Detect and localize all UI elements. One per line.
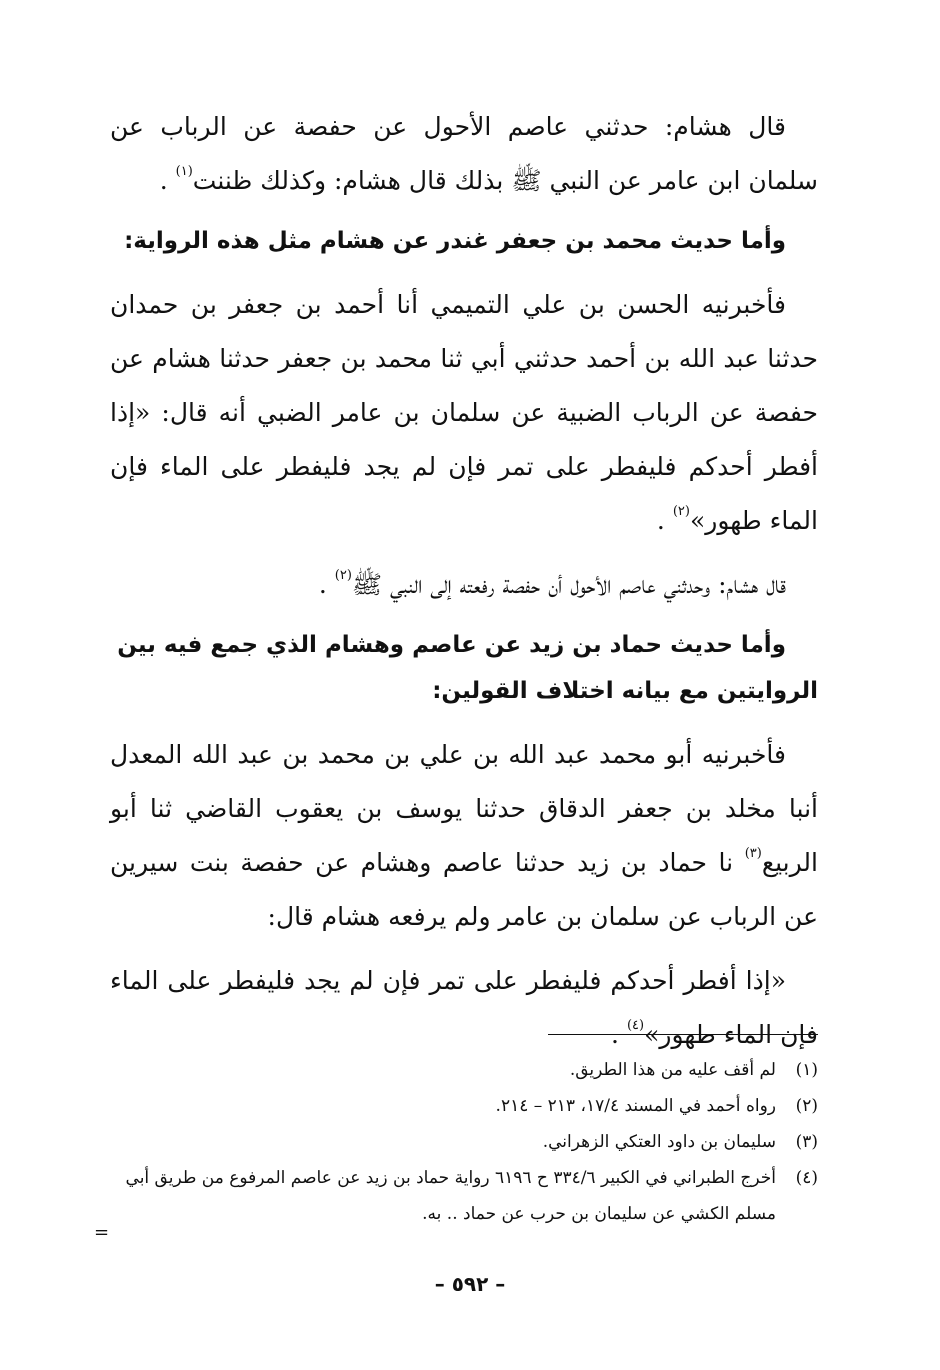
paragraph-3	[110, 558, 818, 612]
paragraph-1-end: .	[159, 166, 176, 195]
footnote-4	[110, 1160, 818, 1232]
footnote-ref-3[interactable]: (٣)	[744, 846, 762, 861]
footnote-ref-2[interactable]: (٢)	[672, 504, 690, 519]
continuation-mark: =	[94, 1222, 110, 1243]
paragraph-4	[110, 728, 818, 944]
paragraph-4-text-b: نا حماد بن زيد حدثنا عاصم وهشام عن حفصة بنت سيرين عن الرباب عن سلمان بن عامر ولم يرفعه هشام قال:	[110, 848, 818, 931]
footnote-number: (٣)	[795, 1132, 818, 1152]
paragraph-5-end: .	[611, 1020, 627, 1049]
footnote-ref-4[interactable]: (٤)	[626, 1018, 645, 1033]
footnote-number: (٢)	[795, 1096, 818, 1116]
section-heading-1: وأما حديث محمد بن جعفر غندر عن هشام مثل هذه الرواية:	[124, 228, 786, 254]
footnote-ref-1[interactable]: (١)	[175, 164, 193, 179]
paragraph-1-text: قال هشام: حدثني عاصم الأحول عن حفصة عن الرباب عن سلمان ابن عامر عن النبي ﷺ بذلك قال هشام: وكذلك ظننت	[110, 112, 818, 195]
footnote-1	[110, 1052, 818, 1088]
footnote-text: رواه أحمد في المسند ١٧/٤، ٢١٣ – ٢١٤.	[495, 1096, 776, 1116]
footnote-ref-2b[interactable]: (٢)	[334, 568, 352, 583]
paragraph-1	[110, 100, 818, 208]
footnotes	[110, 1052, 818, 1232]
paragraph-3-end: .	[318, 570, 335, 599]
footnote-number: (٤)	[795, 1168, 818, 1188]
footnote-text: لم أقف عليه من هذا الطريق.	[569, 1060, 776, 1080]
paragraph-4-text-a: فأخبرنيه أبو محمد عبد الله بن علي بن محمد بن عبد الله المعدل أنبا مخلد بن جعفر الدقاق حدثنا يوسف بن يعقوب القاضي ثنا أبو الربيع	[110, 740, 818, 877]
paragraph-2-end: .	[656, 506, 673, 535]
footnote-text: أخرج الطبراني في الكبير ٣٣٤/٦ ح ٦١٩٦ رواية حماد بن زيد عن عاصم المرفوع من طريق أبي مسلم الكشي عن سليمان بن حرب عن حماد .. به.	[125, 1168, 776, 1224]
footnote-2	[110, 1088, 818, 1124]
footnote-number: (١)	[795, 1060, 818, 1080]
page-number: – ٥٩٢ –	[434, 1272, 506, 1296]
paragraph-2-text: فأخبرنيه الحسن بن علي التميمي أنا أحمد بن جعفر بن حمدان حدثنا عبد الله بن أحمد حدثني أبي ثنا محمد بن جعفر حدثنا هشام عن حفصة عن الرباب الضبية عن سلمان بن عامر الضبي أنه قال: «إذا أفطر أحدكم فليفطر على تمر فإن لم يجد فليفطر على الماء فإن الماء طهور»	[110, 290, 818, 535]
section-heading-2: وأما حديث حماد بن زيد عن عاصم وهشام الذي جمع فيه بين الروايتين مع بيانه اختلاف القولين:	[117, 632, 818, 704]
footnote-3	[110, 1124, 818, 1160]
footnote-separator	[548, 1034, 818, 1035]
paragraph-5	[110, 954, 818, 1062]
paragraph-3-text: قال هشام: وحدثني عاصم الأحول أن حفصة رفعته إلى النبي ﷺ	[351, 570, 786, 599]
paragraph-2	[110, 278, 818, 548]
main-text	[110, 100, 818, 1072]
footnote-text: سليمان بن داود العتكي الزهراني.	[542, 1132, 776, 1152]
paragraph-5-text: «إذا أفطر أحدكم فليفطر على تمر فإن لم يجد فليفطر على الماء فإن الماء طهور»	[110, 966, 818, 1049]
